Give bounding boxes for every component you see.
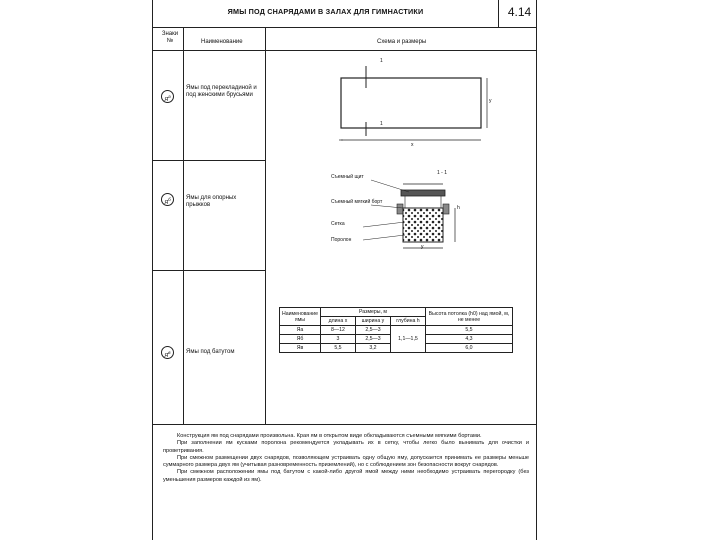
table-row: Яв 5,5 3,2 6,0 bbox=[280, 344, 513, 353]
note-1: Конструкция ям под снарядами произвольна. Края ям в открытом виде обкладываются съемными мягкими бортами. bbox=[177, 433, 482, 439]
th-sizes: Размеры, м bbox=[320, 308, 425, 317]
th-depth: глубина h bbox=[390, 317, 425, 326]
mark-ya-a: $Я^а$ bbox=[161, 90, 174, 103]
notes-block bbox=[163, 433, 529, 484]
title-divider bbox=[498, 0, 499, 27]
th-length: длина х bbox=[320, 317, 355, 326]
shield-bar bbox=[401, 190, 445, 196]
label-foam: Поролон bbox=[331, 237, 352, 243]
table-row: Яб 3 2,5—3 4,3 bbox=[280, 335, 513, 344]
th-height: Высота потолка (h0) над ямой, м, не менее bbox=[425, 308, 512, 326]
label-removable-shield: Съемный щит bbox=[331, 174, 364, 180]
notes-top-line bbox=[153, 424, 536, 425]
label-length-x: х bbox=[411, 142, 414, 148]
label-removable-side: Съемный мягкий борт bbox=[331, 199, 383, 205]
marker-bottom: 1 bbox=[380, 121, 383, 127]
pit-outline bbox=[341, 78, 481, 128]
section-label: 1 - 1 bbox=[437, 170, 448, 176]
note-2: При заполнении ям кусками поролона рекомендуется укладывать их в сетку, чтобы легко было вынимать для очистки и проветривания. bbox=[163, 440, 529, 454]
table-row: Яа 8—12 2,5—3 1,1—1,5 5,5 bbox=[280, 326, 513, 335]
th-width: ширина у bbox=[355, 317, 390, 326]
foam-fill bbox=[403, 208, 443, 242]
note-4: При смежном расположении ямы под батутом с какой-либо другой ямой между ними необходимо устраивать перегородку (без уменьшения размеров каждой из ям). bbox=[163, 469, 529, 483]
row-line-1 bbox=[153, 160, 266, 161]
header-scheme: Схема и размеры bbox=[377, 39, 427, 45]
header-name: Наименование bbox=[201, 39, 243, 45]
plan-view-drawing bbox=[265, 50, 536, 160]
row-name-v: Ямы под батутом bbox=[186, 349, 235, 355]
row-name-a: Ямы под перекладиной и под женскими брусьями bbox=[186, 85, 257, 98]
page-title: ЯМЫ ПОД СНАРЯДАМИ В ЗАЛАХ ДЛЯ ГИМНАСТИКИ bbox=[227, 7, 424, 16]
label-section-width: у bbox=[421, 244, 424, 250]
marker-top: 1 bbox=[380, 58, 383, 64]
drawing-sheet bbox=[152, 0, 537, 540]
note-3: При смежном размещении двух снарядов, позволяющем устраивать одну общую яму, допускается принимать ее размеры меньше суммарного размера двух ям (учитывая разновременность приземлений), но с соблюдением зон безопасности вокруг снарядов. bbox=[163, 454, 529, 469]
label-width-y: у bbox=[489, 98, 492, 104]
title-bottom-line bbox=[153, 27, 536, 28]
col-line-1 bbox=[183, 27, 184, 424]
th-name: Наименование ямы bbox=[280, 308, 321, 326]
dimensions-table bbox=[279, 307, 513, 353]
header-index: Знаки № bbox=[161, 31, 179, 44]
mark-ya-v: $Я^в$ bbox=[161, 346, 174, 359]
row-line-2 bbox=[153, 270, 266, 271]
label-net: Сетка bbox=[331, 221, 345, 227]
row-name-b: Ямы для опорных прыжков bbox=[186, 195, 237, 208]
sheet-number: 4.14 bbox=[507, 5, 532, 19]
label-depth-h: h bbox=[457, 205, 460, 211]
mark-ya-b: $Я^б$ bbox=[161, 193, 174, 206]
